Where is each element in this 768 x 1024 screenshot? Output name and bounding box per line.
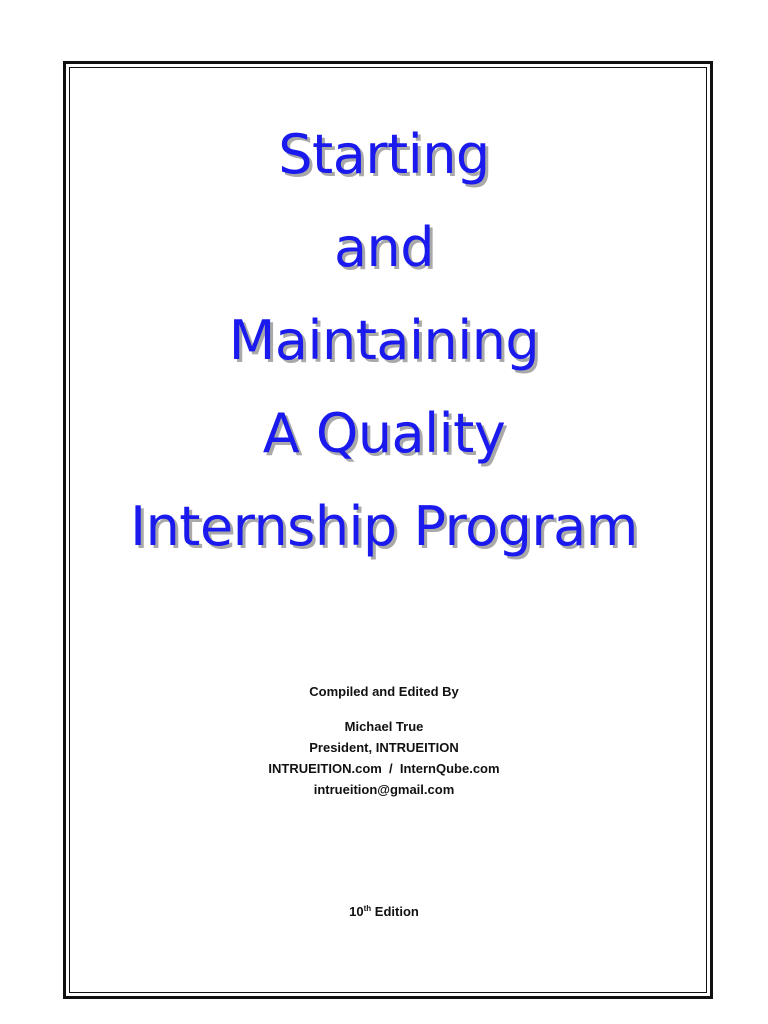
- edition-number: 10: [349, 904, 364, 919]
- compiled-by-label: Compiled and Edited By: [309, 684, 459, 699]
- document-title: [0, 108, 768, 573]
- author-name: Michael True: [344, 719, 424, 734]
- author-role: President, INTRUEITION: [309, 740, 459, 755]
- title-line-2: and: [333, 216, 435, 279]
- websites: INTRUEITION.com / InternQube.com: [268, 761, 500, 776]
- edition-text: Edition: [371, 904, 419, 919]
- title-line-4: A Quality: [262, 402, 506, 465]
- edition-suffix: th: [363, 904, 372, 913]
- credits-block: [0, 681, 768, 800]
- edition-label: [0, 898, 768, 922]
- title-line-1: Starting: [278, 123, 490, 186]
- title-line-5: Internship Program: [130, 495, 638, 558]
- title-line-3: Maintaining: [228, 309, 540, 372]
- email: intrueition@gmail.com: [313, 782, 455, 797]
